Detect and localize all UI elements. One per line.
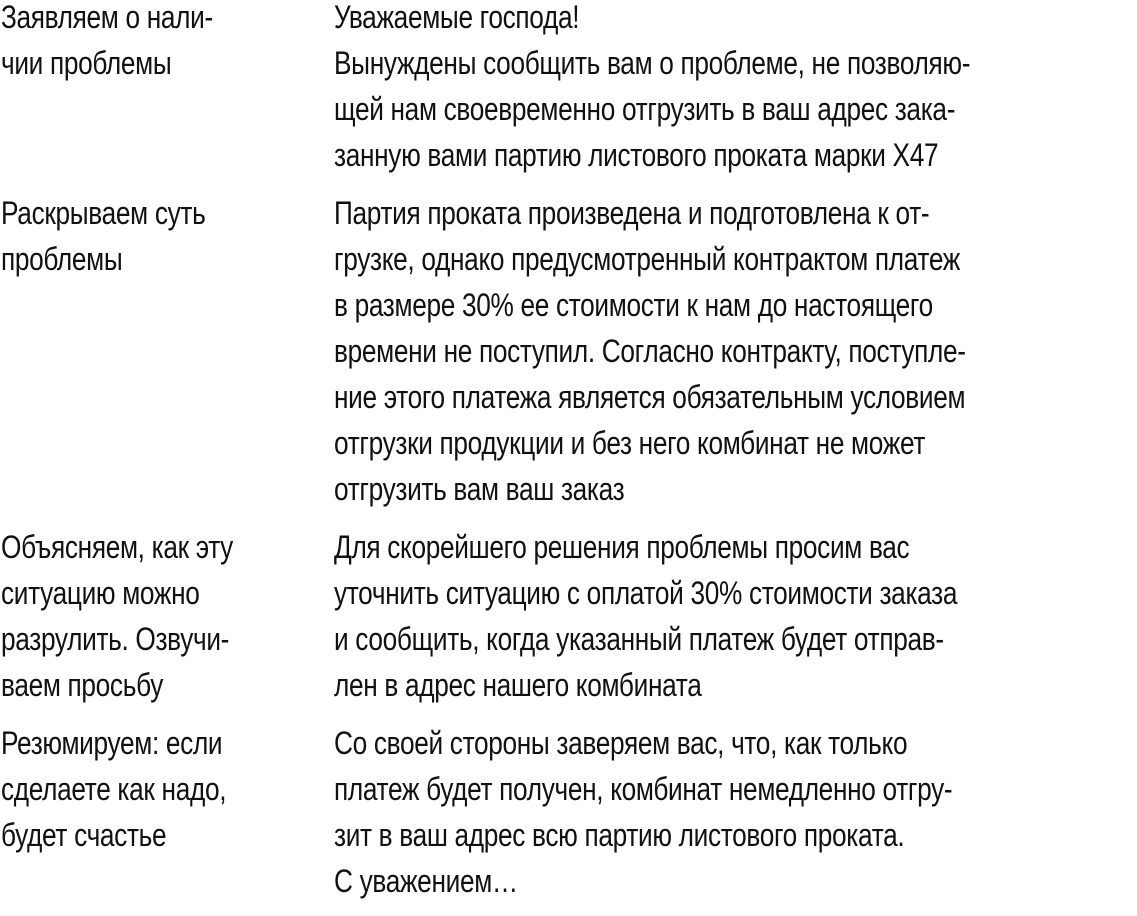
label-line: ваем просьбу bbox=[1, 667, 163, 703]
section-text bbox=[334, 0, 1137, 178]
section-problem-statement bbox=[0, 0, 1137, 178]
label-line: Резюмируем: если bbox=[1, 725, 223, 761]
text-line: и сообщить, когда указанный платеж будет отправ- bbox=[334, 621, 944, 657]
label-line: будет счастье bbox=[1, 817, 167, 853]
label-line: Объясняем, как эту bbox=[1, 529, 233, 565]
label-line: разрулить. Озвучи- bbox=[1, 621, 230, 657]
text-line: уточнить ситуацию с оплатой 30% стоимости заказа bbox=[334, 575, 958, 611]
label-line: сделаете как надо, bbox=[1, 771, 227, 807]
label-line: Заявляем о нали- bbox=[1, 0, 213, 35]
text-line: Уважаемые господа! bbox=[334, 0, 580, 35]
text-line: Со своей стороны заверяем вас, что, как только bbox=[334, 725, 908, 761]
text-line: Партия проката произведена и подготовлена к от- bbox=[334, 195, 930, 231]
section-label bbox=[0, 524, 334, 708]
label-line: чии проблемы bbox=[1, 45, 172, 81]
text-line: Для скорейшего решения проблемы просим вас bbox=[334, 529, 910, 565]
label-line: Раскрываем суть bbox=[1, 195, 206, 231]
section-text bbox=[334, 524, 1137, 708]
text-line: грузке, однако предусмотренный контрактом платеж bbox=[334, 241, 961, 277]
text-line: ние этого платежа является обязательным условием bbox=[334, 379, 966, 415]
section-text bbox=[334, 720, 1137, 904]
text-line: щей нам своевременно отгрузить в ваш адрес зака- bbox=[334, 91, 956, 127]
section-label bbox=[0, 720, 334, 858]
text-line: отгрузить вам ваш заказ bbox=[334, 471, 625, 507]
label-line: проблемы bbox=[1, 241, 123, 277]
section-request bbox=[0, 524, 1137, 708]
section-problem-details bbox=[0, 190, 1137, 512]
label-line: ситуацию можно bbox=[1, 575, 200, 611]
section-label bbox=[0, 190, 334, 282]
text-line: платеж будет получен, комбинат немедленно отгру- bbox=[334, 771, 953, 807]
section-text bbox=[334, 190, 1137, 512]
text-line: С уважением… bbox=[334, 863, 518, 899]
text-line: зит в ваш адрес всю партию листового проката. bbox=[334, 817, 905, 853]
text-line: времени не поступил. Согласно контракту, поступле- bbox=[334, 333, 966, 369]
text-line: Вынуждены сообщить вам о проблеме, не позволяю- bbox=[334, 45, 971, 81]
text-line: занную вами партию листового проката марки Х47 bbox=[334, 137, 939, 173]
text-line: лен в адрес нашего комбината bbox=[334, 667, 702, 703]
section-label bbox=[0, 0, 334, 86]
text-line: в размере 30% ее стоимости к нам до настоящего bbox=[334, 287, 933, 323]
text-line: отгрузки продукции и без него комбинат не может bbox=[334, 425, 926, 461]
section-summary bbox=[0, 720, 1137, 904]
